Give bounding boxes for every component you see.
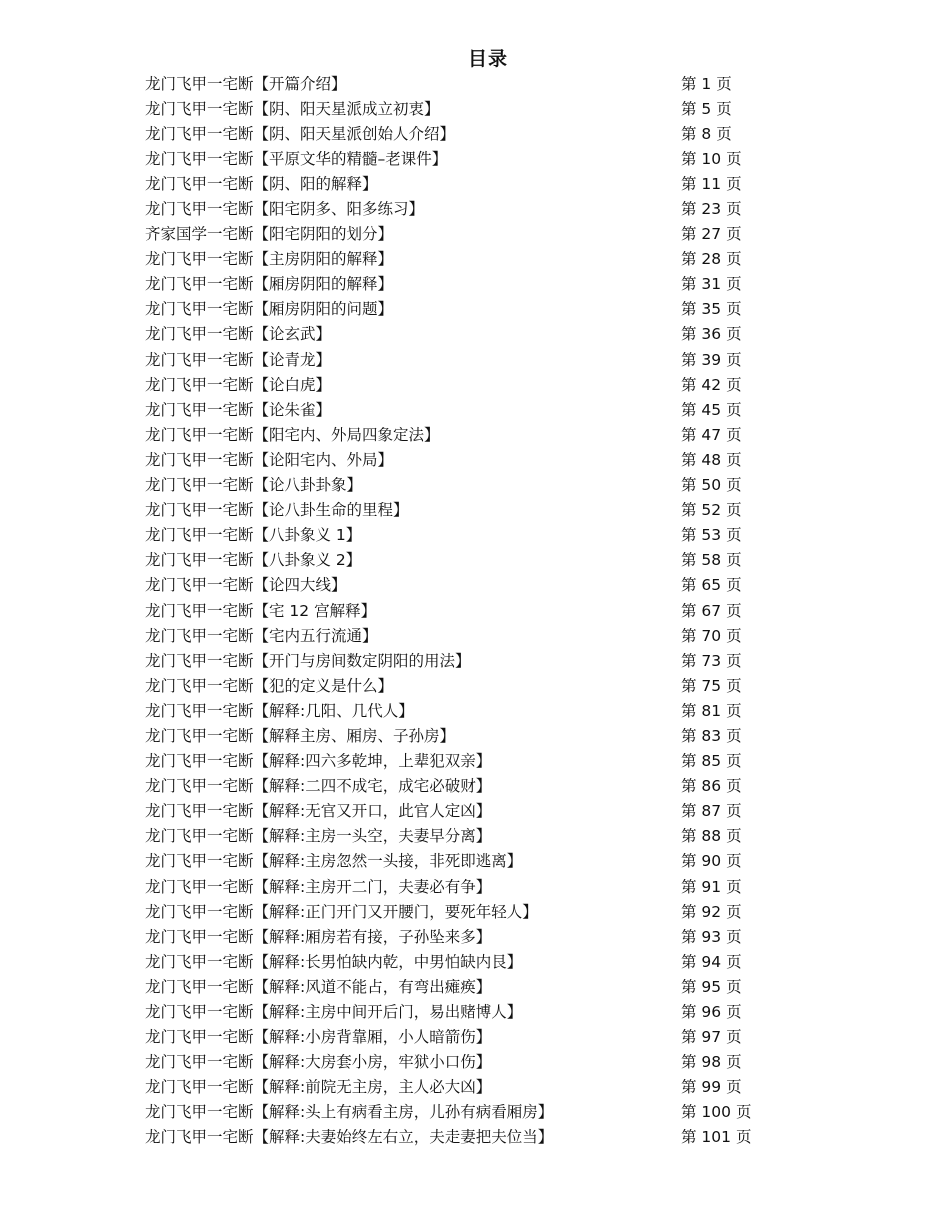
toc-page-number: 第 27 页	[681, 225, 742, 244]
toc-row	[145, 697, 785, 722]
toc-row	[145, 296, 785, 321]
toc-page-number: 第 10 页	[681, 149, 742, 168]
toc-row	[145, 1124, 785, 1149]
toc-entry-title: 龙门飞甲一宅断【解释:风道不能占，有弯出瘫痪】	[145, 977, 492, 996]
toc-page-number: 第 90 页	[681, 852, 742, 871]
toc-page-number: 第 39 页	[681, 350, 742, 369]
toc-row	[145, 170, 785, 195]
toc-row	[145, 948, 785, 973]
toc-page-number: 第 94 页	[681, 952, 742, 971]
toc-page-number: 第 45 页	[681, 400, 742, 419]
toc-page-number: 第 47 页	[681, 425, 742, 444]
toc-row	[145, 472, 785, 497]
toc-page-number: 第 5 页	[681, 99, 732, 118]
toc-entry-title: 龙门飞甲一宅断【解释:大房套小房，牢狱小口伤】	[145, 1053, 492, 1072]
toc-row	[145, 547, 785, 572]
page-title: 目录	[467, 48, 508, 70]
toc-row	[145, 873, 785, 898]
toc-entry-title: 龙门飞甲一宅断【宅内五行流通】	[145, 626, 378, 645]
toc-entry-title: 龙门飞甲一宅断【阳宅阴多、阳多练习】	[145, 200, 425, 219]
toc-page-number: 第 100 页	[681, 1103, 752, 1122]
toc-row	[145, 622, 785, 647]
toc-row	[145, 1074, 785, 1099]
toc-row	[145, 246, 785, 271]
toc-row	[145, 271, 785, 296]
toc-entry-title: 龙门飞甲一宅断【解释:主房一头空，夫妻早分离】	[145, 827, 492, 846]
toc-row	[145, 773, 785, 798]
toc-entry-title: 龙门飞甲一宅断【解释:无官又开口，此官人定凶】	[145, 802, 492, 821]
toc-row	[145, 672, 785, 697]
toc-page-number: 第 81 页	[681, 701, 742, 720]
toc-page-number: 第 95 页	[681, 977, 742, 996]
toc-row	[145, 522, 785, 547]
toc-page-number: 第 70 页	[681, 626, 742, 645]
toc-entry-title: 龙门飞甲一宅断【论青龙】	[145, 350, 332, 369]
toc-row	[145, 396, 785, 421]
toc-row	[145, 923, 785, 948]
toc-entry-title: 龙门飞甲一宅断【论八卦生命的里程】	[145, 501, 409, 520]
toc-row	[145, 1099, 785, 1124]
toc-entry-title: 龙门飞甲一宅断【论玄武】	[145, 325, 332, 344]
toc-entry-title: 龙门飞甲一宅断【论阳宅内、外局】	[145, 450, 394, 469]
toc-entry-title: 龙门飞甲一宅断【论朱雀】	[145, 400, 332, 419]
toc-page-number: 第 86 页	[681, 777, 742, 796]
toc-entry-title: 龙门飞甲一宅断【八卦象义 1】	[145, 526, 362, 545]
toc-row	[145, 572, 785, 597]
toc-entry-title: 龙门飞甲一宅断【阳宅内、外局四象定法】	[145, 425, 440, 444]
toc-row	[145, 1024, 785, 1049]
toc-page-number: 第 75 页	[681, 676, 742, 695]
toc-entry-title: 龙门飞甲一宅断【犯的定义是什么】	[145, 676, 394, 695]
toc-page-number: 第 36 页	[681, 325, 742, 344]
toc-page-number: 第 31 页	[681, 275, 742, 294]
toc-entry-title: 龙门飞甲一宅断【解释:前院无主房，主人必大凶】	[145, 1078, 492, 1097]
toc-entry-title: 龙门飞甲一宅断【解释:几阳、几代人】	[145, 701, 414, 720]
toc-entry-title: 龙门飞甲一宅断【解释:正门开门又开腰门，要死年轻人】	[145, 902, 538, 921]
toc-row	[145, 221, 785, 246]
toc-row	[145, 798, 785, 823]
toc-entry-title: 龙门飞甲一宅断【厢房阴阳的解释】	[145, 275, 394, 294]
toc-page-number: 第 11 页	[681, 174, 742, 193]
toc-row	[145, 95, 785, 120]
toc-page-number: 第 58 页	[681, 551, 742, 570]
toc-entry-title: 龙门飞甲一宅断【解释:小房背靠厢，小人暗箭伤】	[145, 1028, 492, 1047]
toc-page-number: 第 85 页	[681, 752, 742, 771]
toc-entry-title: 龙门飞甲一宅断【开篇介绍】	[145, 74, 347, 93]
toc-entry-title: 龙门飞甲一宅断【阴、阳天星派成立初衷】	[145, 99, 440, 118]
toc-row	[145, 120, 785, 145]
toc-row	[145, 1049, 785, 1074]
toc-entry-title: 齐家国学一宅断【阳宅阴阳的划分】	[145, 225, 394, 244]
toc-row	[145, 748, 785, 773]
toc-entry-title: 龙门飞甲一宅断【解释:四六多乾坤，上辈犯双亲】	[145, 752, 492, 771]
toc-page-number: 第 42 页	[681, 375, 742, 394]
toc-entry-title: 龙门飞甲一宅断【宅 12 宫解释】	[145, 601, 377, 620]
toc-row	[145, 898, 785, 923]
toc-row	[145, 195, 785, 220]
toc-page-number: 第 73 页	[681, 651, 742, 670]
toc-row	[145, 823, 785, 848]
toc-page-number: 第 91 页	[681, 877, 742, 896]
toc-page-number: 第 93 页	[681, 927, 742, 946]
toc-entry-title: 龙门飞甲一宅断【八卦象义 2】	[145, 551, 362, 570]
toc-row	[145, 346, 785, 371]
toc-page-number: 第 97 页	[681, 1028, 742, 1047]
toc-entry-title: 龙门飞甲一宅断【论白虎】	[145, 375, 332, 394]
toc-page-number: 第 1 页	[681, 74, 732, 93]
toc-page-number: 第 83 页	[681, 726, 742, 745]
toc-entry-title: 龙门飞甲一宅断【解释主房、厢房、子孙房】	[145, 726, 456, 745]
toc-entry-title: 龙门飞甲一宅断【解释:主房开二门，夫妻必有争】	[145, 877, 492, 896]
toc-page-number: 第 67 页	[681, 601, 742, 620]
toc-page-number: 第 23 页	[681, 200, 742, 219]
toc-row	[145, 70, 785, 95]
toc-page-number: 第 92 页	[681, 902, 742, 921]
toc-entry-title: 龙门飞甲一宅断【解释:主房忽然一头接，非死即逃离】	[145, 852, 523, 871]
toc-entry-title: 龙门飞甲一宅断【阴、阳的解释】	[145, 174, 378, 193]
toc-entry-title: 龙门飞甲一宅断【解释:二四不成宅，成宅必破财】	[145, 777, 492, 796]
toc-page-number: 第 87 页	[681, 802, 742, 821]
toc-row	[145, 421, 785, 446]
toc-row	[145, 848, 785, 873]
toc-entry-title: 龙门飞甲一宅断【论八卦卦象】	[145, 476, 363, 495]
toc-entry-title: 龙门飞甲一宅断【解释:厢房若有接，子孙坠来多】	[145, 927, 492, 946]
toc-page-number: 第 35 页	[681, 300, 742, 319]
toc-page-number: 第 48 页	[681, 450, 742, 469]
toc-page-number: 第 52 页	[681, 501, 742, 520]
toc-row	[145, 371, 785, 396]
toc-page-number: 第 53 页	[681, 526, 742, 545]
toc-page-number: 第 99 页	[681, 1078, 742, 1097]
toc-page-number: 第 28 页	[681, 250, 742, 269]
toc-row	[145, 647, 785, 672]
toc-row	[145, 722, 785, 747]
toc-page-number: 第 98 页	[681, 1053, 742, 1072]
toc-row	[145, 321, 785, 346]
toc-entry-title: 龙门飞甲一宅断【论四大线】	[145, 576, 347, 595]
toc-entry-title: 龙门飞甲一宅断【阴、阳天星派创始人介绍】	[145, 124, 456, 143]
toc-page-number: 第 96 页	[681, 1003, 742, 1022]
toc-row	[145, 597, 785, 622]
toc-page-number: 第 65 页	[681, 576, 742, 595]
toc-entry-title: 龙门飞甲一宅断【厢房阴阳的问题】	[145, 300, 394, 319]
toc-entry-title: 龙门飞甲一宅断【解释:主房中间开后门，易出赌博人】	[145, 1003, 523, 1022]
toc-entry-title: 龙门飞甲一宅断【平原文华的精髓–老课件】	[145, 149, 448, 168]
toc-page-number: 第 8 页	[681, 124, 732, 143]
table-of-contents	[145, 70, 785, 1149]
toc-entry-title: 龙门飞甲一宅断【解释:长男怕缺内乾，中男怕缺内艮】	[145, 952, 523, 971]
toc-row	[145, 145, 785, 170]
toc-entry-title: 龙门飞甲一宅断【开门与房间数定阴阳的用法】	[145, 651, 471, 670]
toc-page-number: 第 101 页	[681, 1128, 752, 1147]
toc-row	[145, 446, 785, 471]
toc-row	[145, 497, 785, 522]
toc-row	[145, 998, 785, 1023]
toc-page-number: 第 88 页	[681, 827, 742, 846]
toc-entry-title: 龙门飞甲一宅断【主房阴阳的解释】	[145, 250, 394, 269]
toc-page-number: 第 50 页	[681, 476, 742, 495]
toc-entry-title: 龙门飞甲一宅断【解释:头上有病看主房，儿孙有病看厢房】	[145, 1103, 554, 1122]
toc-entry-title: 龙门飞甲一宅断【解释:夫妻始终左右立，夫走妻把夫位当】	[145, 1128, 554, 1147]
toc-row	[145, 973, 785, 998]
